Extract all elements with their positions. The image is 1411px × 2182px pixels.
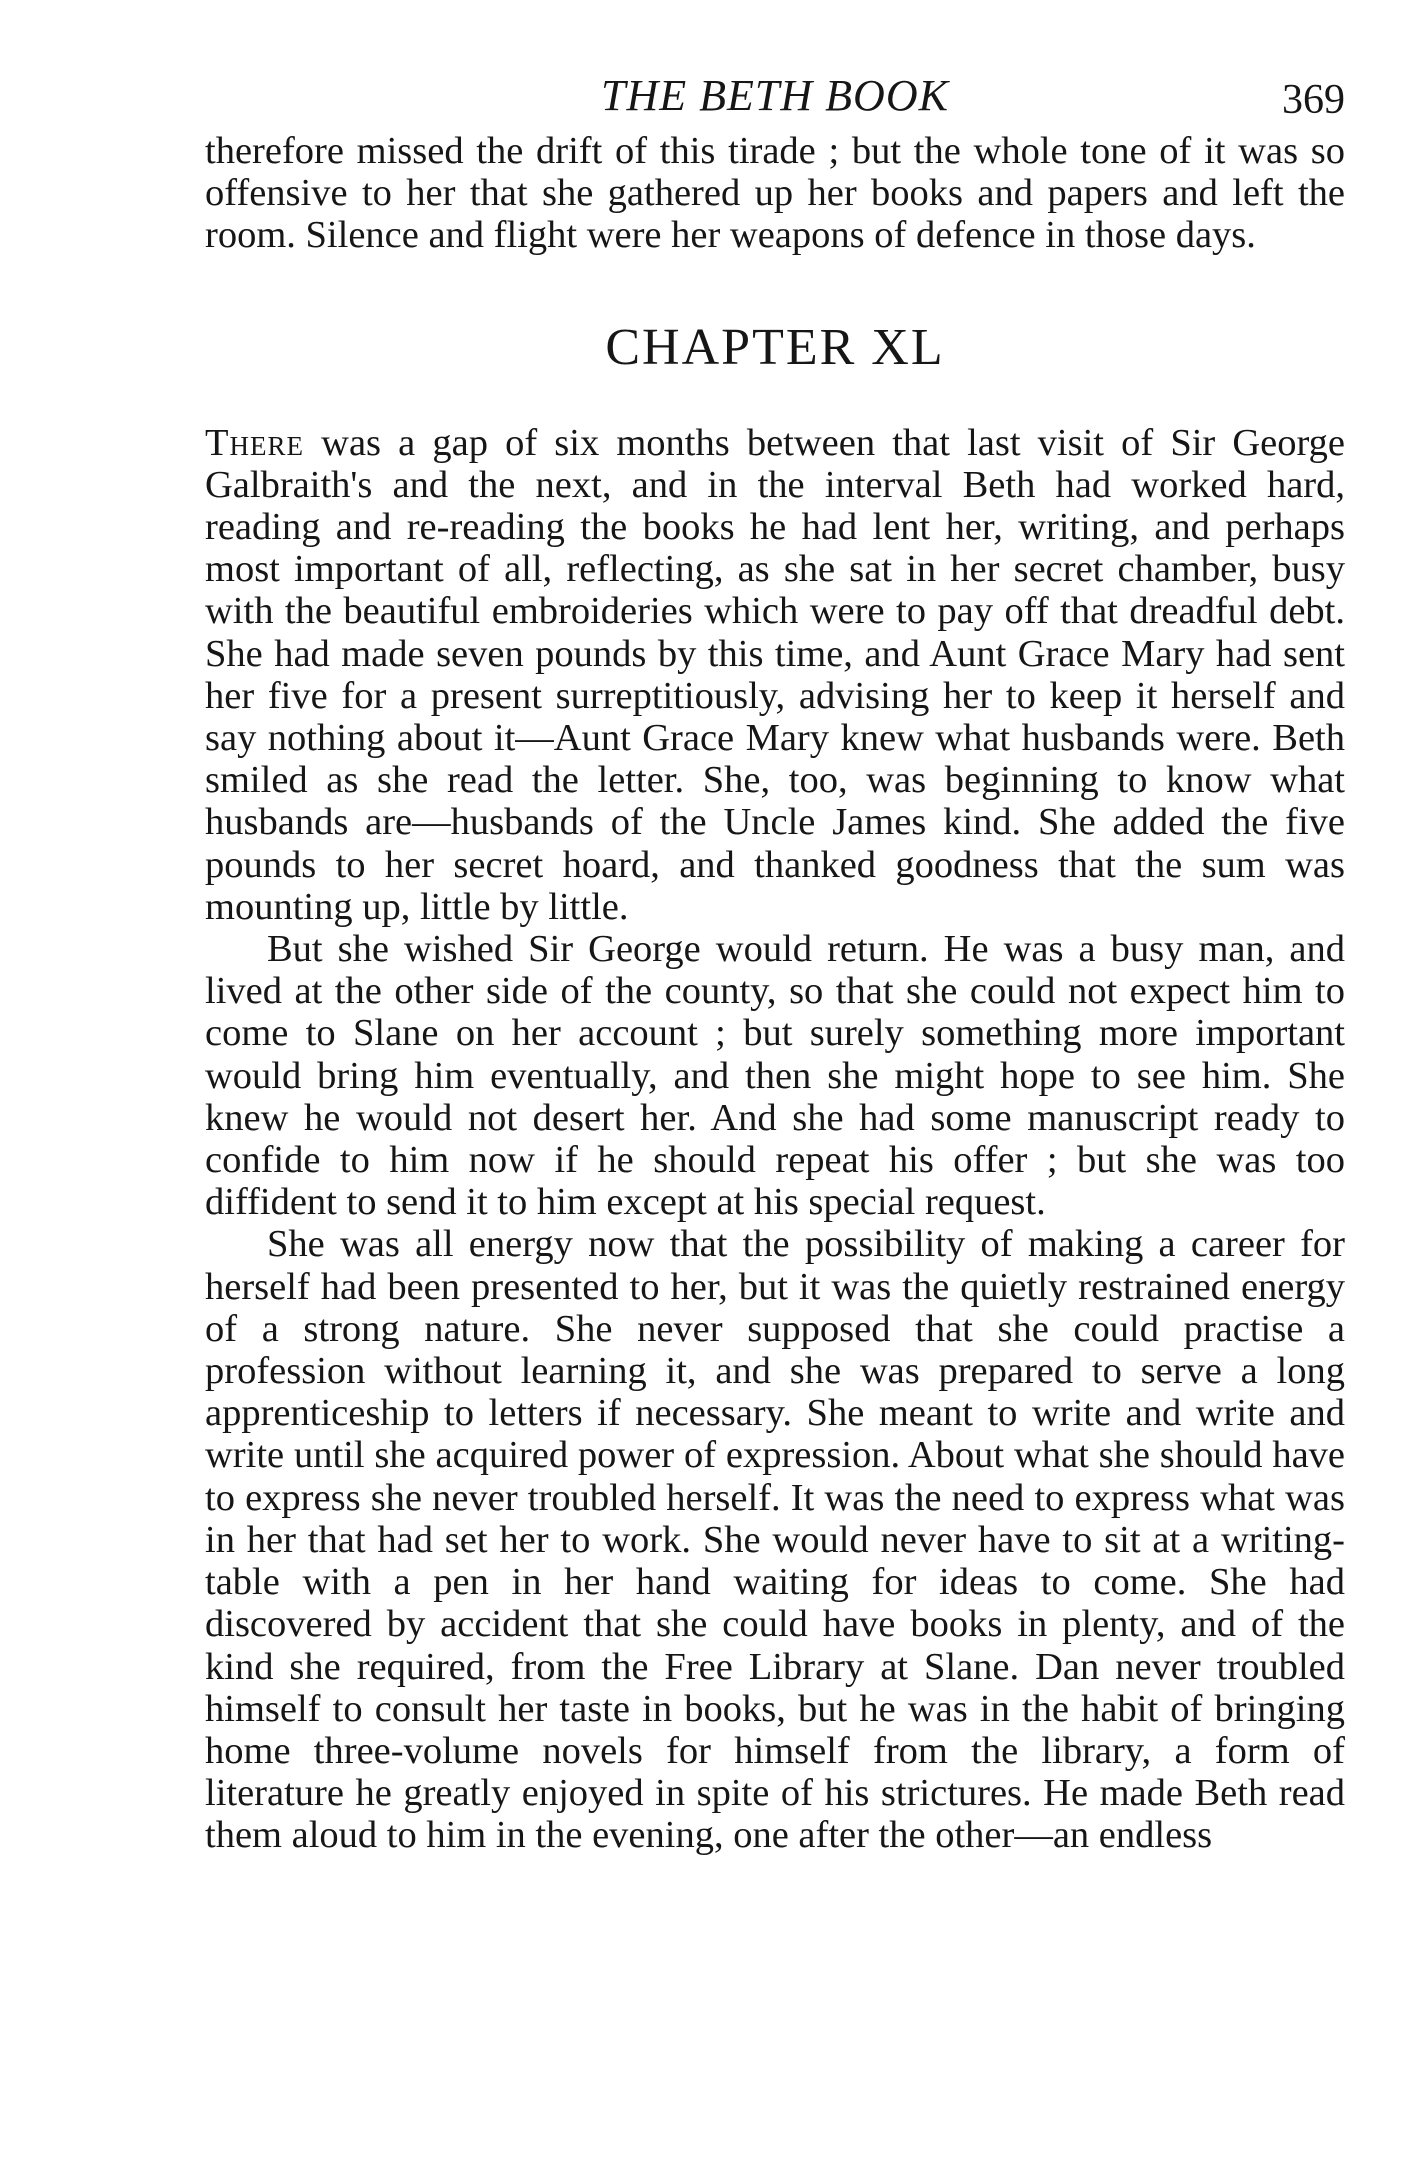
opening-paragraph: therefore missed the drift of this tirade ; but the whole tone of it was so offensive to her that she gathered up her books and papers and left the room. Silence and flight were her weapons of defence in those days. [205, 130, 1345, 257]
chapter-paragraph-1 [205, 422, 1345, 928]
page-body [205, 130, 1345, 1857]
page-number: 369 [1282, 77, 1345, 123]
running-title: THE BETH BOOK [601, 71, 949, 120]
page-header [205, 70, 1345, 130]
chapter-paragraph-1-text: was a gap of six months between that last visit of Sir George Galbraith's and the next, and in the interval Beth had worked hard, reading and re-reading the books he had lent her, writing, and perhaps most important of all, reflecting, as she sat in her secret chamber, busy with the beautiful embroideries which were to pay off that dreadful debt. She had made seven pounds by this time, and Aunt Grace Mary had sent her five for a present surreptitiously, advising her to keep it herself and say nothing about it—Aunt Grace Mary knew what husbands were. Beth smiled as she read the letter. She, too, was beginning to know what husbands are—husbands of the Uncle James kind. She added the five pounds to her secret hoard, and thanked goodness that the sum was mounting up, little by little. [205, 421, 1345, 928]
chapter-paragraph-2: But she wished Sir George would return. He was a busy man, and lived at the other side of the county, so that she could not expect him to come to Slane on her account ; but surely something more important would bring him eventually, and then she might hope to see him. She knew he would not desert her. And she had some manuscript ready to confide to him now if he should repeat his offer ; but she was too diffident to send it to him except at his special request. [205, 928, 1345, 1224]
book-page [205, 70, 1345, 1857]
chapter-paragraph-3: She was all energy now that the possibility of making a career for herself had been presented to her, but it was the quietly restrained energy of a strong nature. She never supposed that she could practise a profession without learning it, and she was prepared to serve a long apprenticeship to letters if necessary. She meant to write and write and write until she acquired power of expression. About what she should have to express she never troubled herself. It was the need to express what was in her that had set her to work. She would never have to sit at a writing-table with a pen in her hand waiting for ideas to come. She had discovered by accident that she could have books in plenty, and of the kind she required, from the Free Library at Slane. Dan never troubled himself to consult her taste in books, but he was in the habit of bringing home three-volume novels for himself from the library, a form of literature he greatly enjoyed in spite of his strictures. He made Beth read them aloud to him in the evening, one after the other—an endless [205, 1223, 1345, 1857]
chapter-first-word: There [205, 421, 305, 464]
chapter-heading: CHAPTER XL [605, 318, 945, 376]
